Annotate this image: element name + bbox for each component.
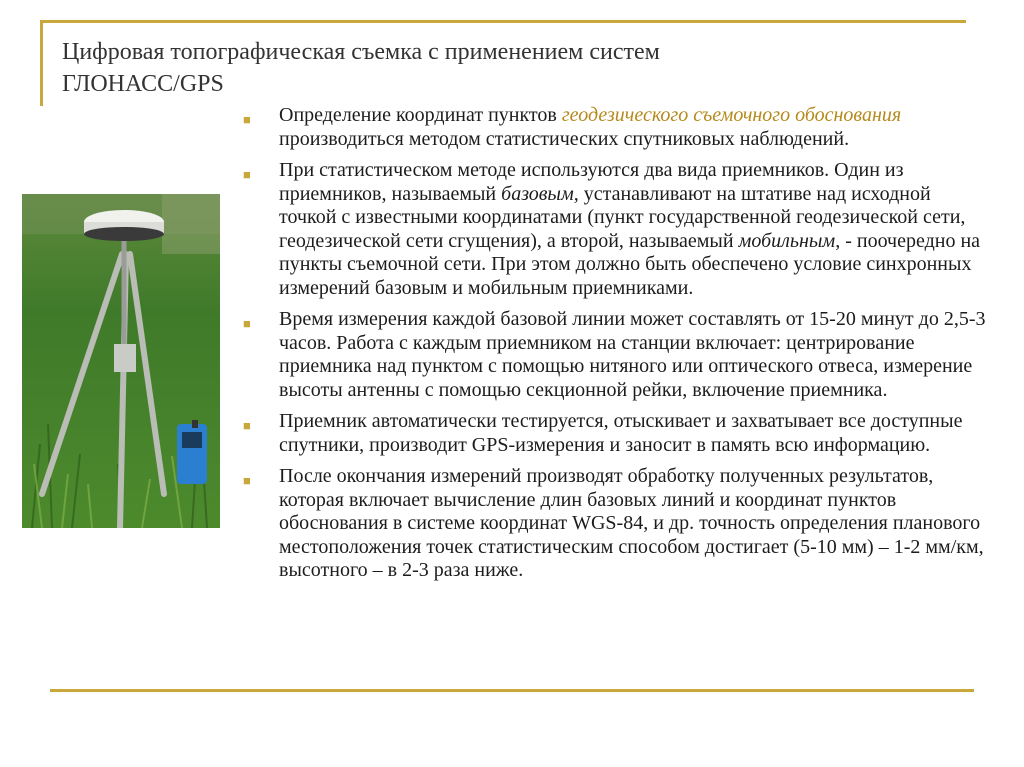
title-line-2: ГЛОНАСС/GPS (62, 71, 224, 97)
bullet-text-italic: мобильным (738, 229, 836, 252)
list-item (240, 410, 990, 457)
slide-title (62, 36, 962, 100)
list-item (240, 308, 990, 402)
title-line-1: Цифровая топографическая съемка с применением систем (62, 39, 660, 65)
bullet-text-segment: Приемник автоматически тестируется, отыскивает и захватывает все доступные спутники, производит GPS-измерения и заносит в память всю информацию. (279, 410, 963, 456)
bullet-text-segment: производиться методом статистических спутниковых наблюдений. (279, 127, 850, 150)
bullet-text-segment: При статистическом методе используются два вида приемников. Один из приемников, называемый (279, 159, 904, 205)
bullet-text-italic: базовым, (501, 182, 579, 205)
bullet-marker-icon: ■ (243, 167, 251, 182)
bullet-text-segment: Определение координат пунктов (279, 104, 562, 126)
title-rule-left (40, 20, 43, 106)
bullet-text-segment: , - поочередно на пункты съемочной сети. При этом должно быть обеспечено условие синхронных измерений базовым и мобильным приемниками. (279, 229, 981, 299)
gps-tripod-photo (22, 194, 220, 528)
bottom-rule (50, 689, 974, 692)
list-item (240, 465, 990, 583)
bullet-marker-icon: ■ (243, 418, 251, 433)
bullet-marker-icon: ■ (243, 473, 251, 488)
bullet-marker-icon: ■ (243, 112, 251, 127)
bullet-list (240, 104, 990, 591)
bullet-text-highlight: геодезического съемочного обоснования (561, 104, 902, 126)
title-rule-top (40, 20, 966, 23)
list-item (240, 159, 990, 300)
list-item (240, 104, 990, 151)
bullet-text-segment: устанавливают на штативе над исходной точкой с известными координатами (пункт государственной геодезической сети, геодезической сети сгущения), а второй, называемый (279, 182, 966, 252)
bullet-marker-icon: ■ (243, 316, 251, 331)
bullet-text-segment: После окончания измерений производят обработку полученных результатов, которая включает вычисление длин базовых линий и координат пунктов обоснования в системе координат WGS-84, и др. точность определения планового местоположения точек статистическим способом достигает (5-10 мм) – 1-2 мм/км, высотного – в 2-3 раза ниже. (279, 465, 984, 581)
bullet-text-segment: Время измерения каждой базовой линии может составлять от 15-20 минут до 2,5-3 часов. Работа с каждым приемником на станции включает: центрирование приемника над пунктом с помощью нитяного или оптического отвеса, измерение высоты антенны с помощью секционной рейки, включение приемника. (279, 308, 986, 401)
